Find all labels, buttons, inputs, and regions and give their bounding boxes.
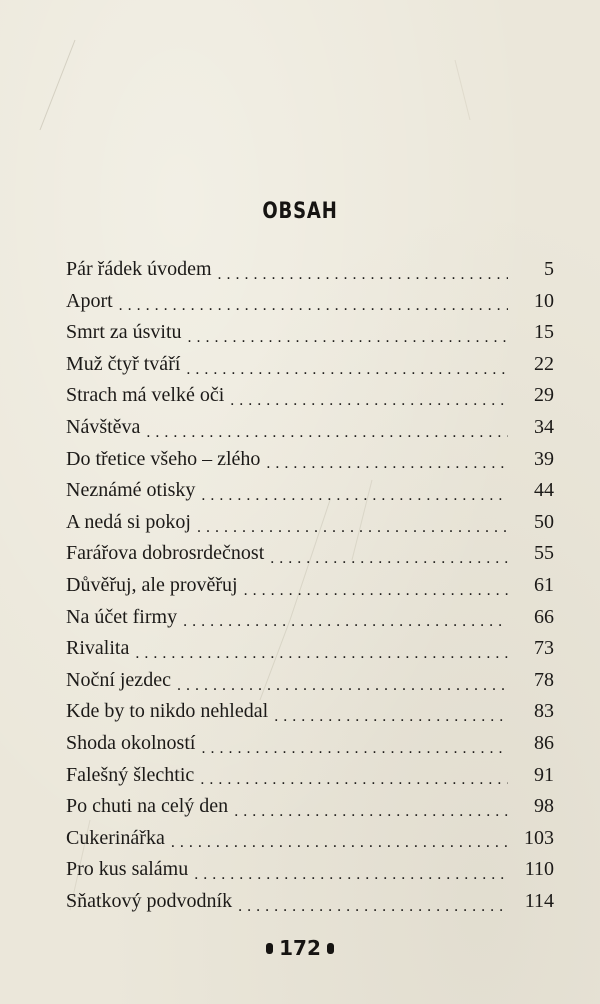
- toc-entry: [66, 886, 554, 918]
- toc-entry: [66, 475, 554, 507]
- toc-entry-page: 22: [534, 352, 554, 375]
- toc-entry: [66, 570, 554, 602]
- toc-entry-title: Po chuti na celý den: [66, 795, 229, 818]
- toc-entry-title: Cukerinářka: [66, 826, 165, 849]
- toc-entry: [66, 444, 554, 476]
- toc-entry-page: 86: [534, 731, 554, 754]
- toc-entry-title: Aport: [66, 289, 113, 312]
- dot-leader: [201, 737, 508, 757]
- toc-entry-title: Pár řádek úvodem: [66, 258, 212, 280]
- dot-leader: [218, 263, 508, 283]
- toc-heading: OBSAH: [262, 199, 338, 224]
- toc-entry-title: Strach má velké oči: [66, 384, 225, 407]
- toc-entry-title: Na účet firmy: [66, 605, 178, 628]
- toc-entry-page: 103: [524, 826, 554, 849]
- toc-entry-title: Kde by to nikdo nehledal: [66, 700, 269, 723]
- toc-entry-page: 5: [544, 258, 554, 280]
- dot-leader: [270, 547, 508, 567]
- toc-entry: [66, 317, 554, 349]
- toc-entry-page: 44: [534, 479, 554, 502]
- dot-leader: [230, 389, 508, 409]
- toc-entry-title: Návštěva: [66, 415, 141, 438]
- dot-leader: [119, 294, 508, 314]
- dot-leader: [186, 358, 508, 378]
- dot-leader: [194, 863, 508, 883]
- dot-leader: [201, 484, 508, 504]
- toc-entry: [66, 602, 554, 634]
- toc-entry-page: 15: [534, 321, 554, 344]
- toc-entry: [66, 538, 554, 570]
- toc-entry-title: Shoda okolností: [66, 731, 196, 754]
- dot-leader: [197, 516, 508, 536]
- dot-leader: [274, 705, 508, 725]
- toc-entry-page: 98: [534, 795, 554, 818]
- toc-entry-title: Pro kus salámu: [66, 858, 189, 881]
- toc-entry-title: Falešný šlechtic: [66, 763, 195, 786]
- table-of-contents: [66, 254, 554, 917]
- toc-entry-title: A nedá si pokoj: [66, 510, 191, 533]
- toc-entry-page: 34: [534, 415, 554, 438]
- toc-entry: [66, 254, 554, 286]
- bullet-right-icon: [327, 943, 334, 954]
- toc-entry: [66, 507, 554, 539]
- toc-entry-title: Noční jezdec: [66, 668, 171, 691]
- toc-entry-page: 66: [534, 605, 554, 628]
- toc-entry: [66, 728, 554, 760]
- toc-entry-page: 50: [534, 510, 554, 533]
- toc-entry-page: 73: [534, 637, 554, 660]
- bullet-left-icon: [266, 943, 273, 954]
- dot-leader: [238, 895, 508, 915]
- dot-leader: [146, 421, 508, 441]
- toc-entry: [66, 380, 554, 412]
- dot-leader: [244, 579, 508, 599]
- toc-entry-page: 78: [534, 668, 554, 691]
- toc-entry: [66, 696, 554, 728]
- toc-entry-title: Neznámé otisky: [66, 479, 196, 502]
- toc-entry-title: Rivalita: [66, 637, 130, 660]
- toc-entry-page: 39: [534, 447, 554, 470]
- toc-entry-title: Farářova dobrosrdečnost: [66, 542, 265, 565]
- toc-entry-page: 83: [534, 700, 554, 723]
- toc-entry-page: 110: [524, 858, 554, 881]
- dot-leader: [266, 452, 508, 472]
- dot-leader: [200, 768, 508, 788]
- toc-entry-page: 10: [534, 289, 554, 312]
- dot-leader: [135, 642, 508, 662]
- toc-entry-page: 29: [534, 384, 554, 407]
- dot-leader: [177, 674, 508, 694]
- toc-entry: [66, 823, 554, 855]
- dot-leader: [234, 800, 508, 820]
- toc-entry-page: 61: [534, 573, 554, 596]
- toc-entry-page: 55: [534, 542, 554, 565]
- dot-leader: [183, 610, 508, 630]
- toc-entry-title: Důvěřuj, ale prověřuj: [66, 573, 238, 596]
- toc-entry: [66, 633, 554, 665]
- toc-entry: [66, 349, 554, 381]
- toc-entry: [66, 412, 554, 444]
- dot-leader: [171, 831, 508, 851]
- dot-leader: [188, 326, 508, 346]
- toc-entry: [66, 286, 554, 318]
- folio-number: 172: [279, 936, 321, 960]
- toc-entry: [66, 791, 554, 823]
- toc-entry: [66, 760, 554, 792]
- toc-entry: [66, 854, 554, 886]
- toc-entry-page: 114: [524, 889, 554, 912]
- toc-entry: [66, 665, 554, 697]
- toc-entry-page: 91: [534, 763, 554, 786]
- toc-entry-title: Do třetice všeho – zlého: [66, 447, 261, 470]
- toc-entry-title: Sňatkový podvodník: [66, 889, 233, 912]
- toc-entry-title: Smrt za úsvitu: [66, 321, 182, 344]
- toc-entry-title: Muž čtyř tváří: [66, 352, 181, 375]
- page-number-footer: [0, 936, 600, 960]
